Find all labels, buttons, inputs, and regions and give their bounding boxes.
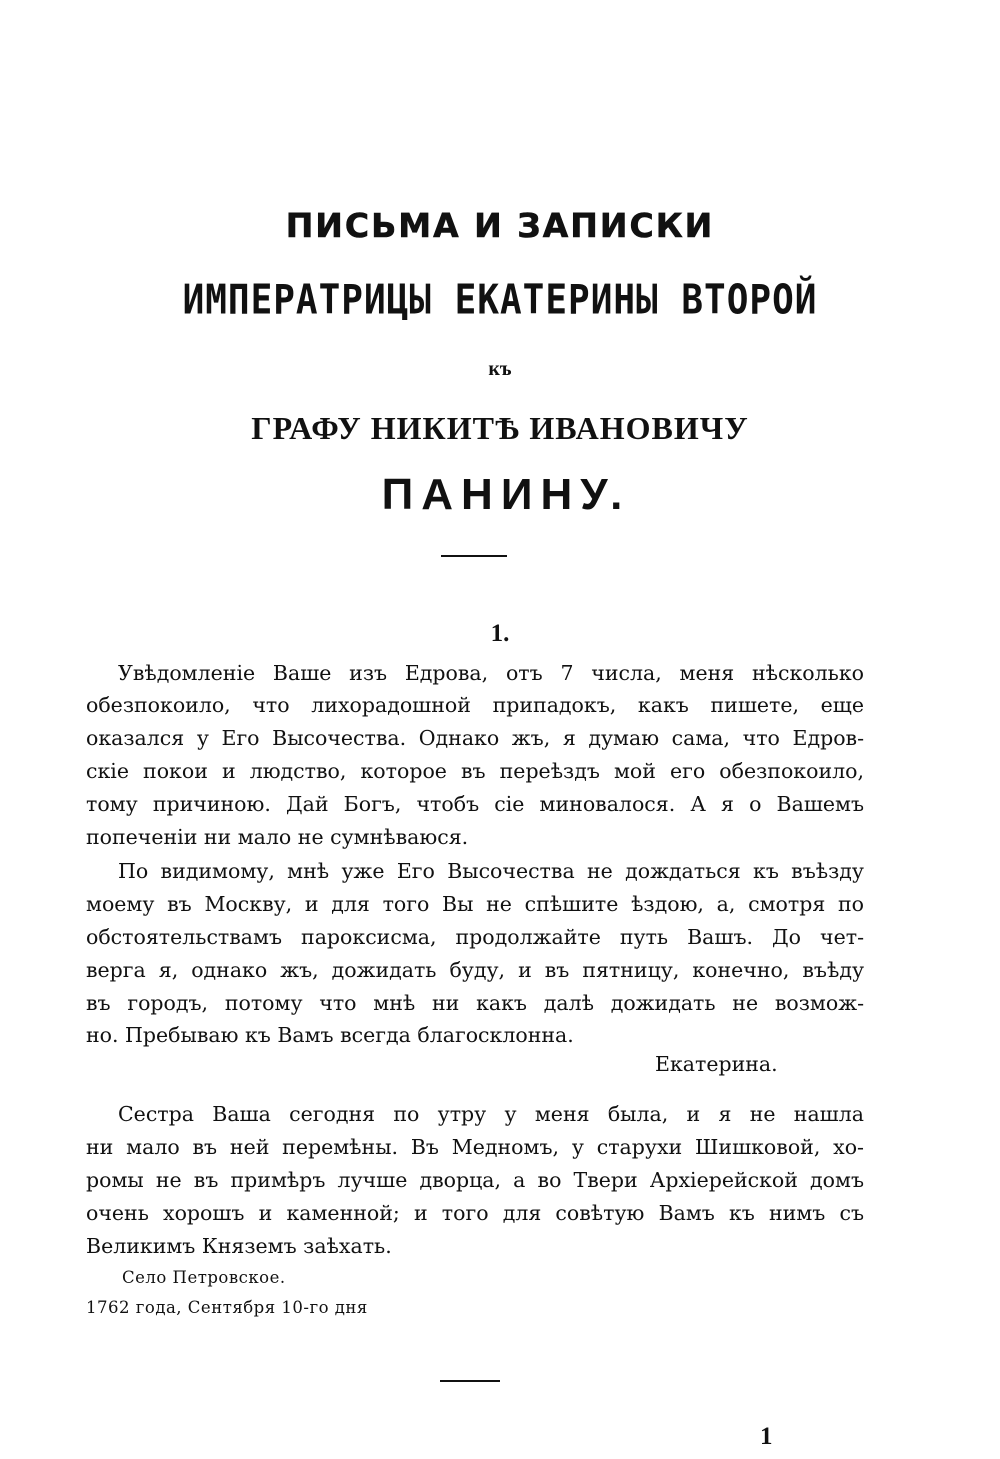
text-line: попеченіи ни мало не сумнѣваюся. <box>86 825 469 849</box>
text-line: Увѣдомленіе Ваше изъ Едрова, отъ 7 числа, меня нѣсколько <box>118 661 864 685</box>
letter-number: 1. <box>490 620 510 647</box>
text-line: моему въ Москву, и для того Вы не спѣшите ѣздою, а, смотря по <box>86 892 864 916</box>
letter-place: Село Петровское. <box>122 1268 286 1287</box>
title-line-4: ГРАФУ НИКИТѢ ИВАНОВИЧУ <box>251 410 749 446</box>
signature: Екатерина. <box>655 1052 778 1076</box>
text-line: въ городъ, потому что мнѣ ни какъ далѣ дожидать не возмож- <box>86 991 864 1015</box>
text-line: обстоятельствамъ пароксисма, продолжайте путь Вашъ. До чет- <box>86 925 864 949</box>
text-line: но. Пребываю къ Вамъ всегда благосклонна. <box>86 1023 574 1047</box>
text-line: ни мало въ ней перемѣны. Въ Медномъ, у старухи Шишковой, хо- <box>86 1135 864 1159</box>
title-divider <box>441 555 507 557</box>
text-line: ромы не въ примѣръ лучше дворца, а во Твери Архіерейской домъ <box>86 1168 864 1192</box>
text-line: Великимъ Княземъ заѣхать. <box>86 1234 392 1258</box>
title-line-3: къ <box>488 358 512 380</box>
text-line: обезпокоило, что лихорадошной припадокъ, какъ пишете, еще <box>86 693 864 717</box>
letter-date: 1762 года, Сентября 10-го дня <box>86 1298 368 1317</box>
text-line: оказался у Его Высочества. Однако жъ, я думаю сама, что Едров- <box>86 726 864 750</box>
text-line: скіе покои и людство, которое въ переѣздъ мой его обезпокоило, <box>86 759 864 783</box>
title-line-1: ПИСЬМА И ЗАПИСКИ <box>285 206 715 245</box>
title-line-2: ИМПЕРАТРИЦЫ ЕКАТЕРИНЫ ВТОРОЙ <box>182 276 818 325</box>
page-number: 1 <box>760 1423 773 1450</box>
text-line: тому причиною. Дай Богъ, чтобъ сіе миновалося. А я о Вашемъ <box>86 792 864 816</box>
title-line-5: ПАНИНУ. <box>381 470 631 519</box>
text-line: очень хорошъ и каменной; и того для совѣтую Вамъ къ нимъ съ <box>86 1201 864 1225</box>
text-line: По видимому, мнѣ уже Его Высочества не дождаться къ въѣзду <box>118 859 864 883</box>
text-line: верга я, однако жъ, дожидать буду, и въ пятницу, конечно, въѣду <box>86 958 864 982</box>
text-line: Сестра Ваша сегодня по утру у меня была, и я не нашла <box>118 1102 864 1126</box>
footer-divider <box>440 1380 500 1382</box>
